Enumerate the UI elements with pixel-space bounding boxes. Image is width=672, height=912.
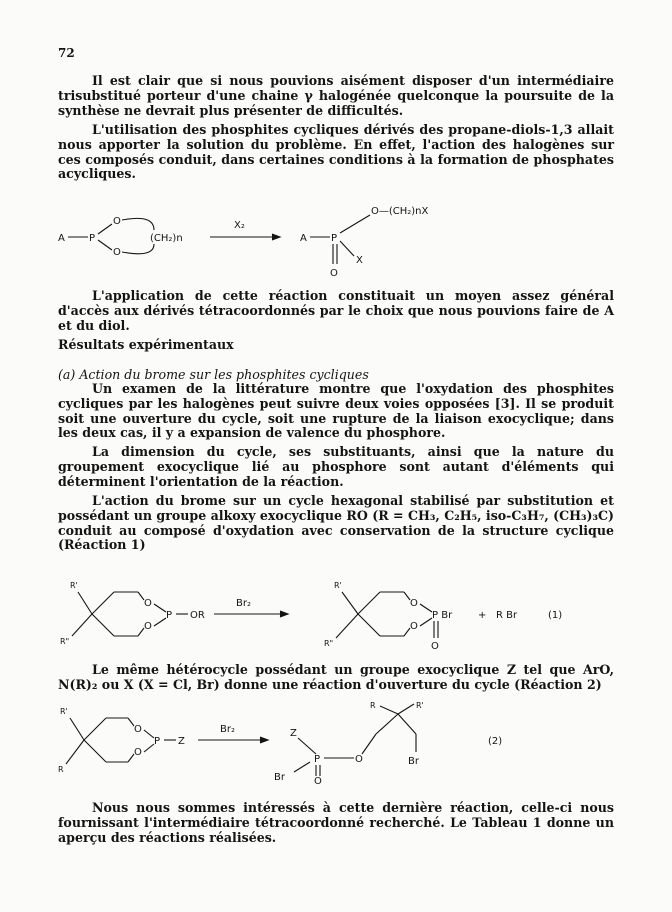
paragraph-3: L'application de cette réaction constituait un moyen assez général d'accès aux dérivés tétracoordonnés par le choix que nous pouvions faire de A et du diol. [58, 288, 614, 333]
r1-rprime-left: R' [70, 581, 78, 590]
r2-p-right: P [314, 754, 321, 765]
r1-or: OR [190, 610, 205, 621]
scheme0-o-bottom: O [113, 247, 121, 258]
paragraph-8: Nous nous sommes intéressés à cette dernière réaction, celle-ci nous fournissant l'intermédiaire tétracoordonné recherché. Le Tableau 1 donne un aperçu des réactions réalisées. [58, 800, 614, 845]
paragraph-5: La dimension du cycle, ses substituants, ainsi que la nature du groupement exocyclique lié au phosphore sont autant d'éléments qui déterminent l'orientation de la réaction. [58, 444, 614, 489]
r1-number: (1) [548, 610, 563, 621]
r2-br-chain: Br [408, 756, 419, 767]
r1-product-o-bottom: O [410, 621, 418, 632]
r2-z-left: Z [178, 736, 185, 747]
results-heading: Résultats expérimentaux [58, 337, 234, 352]
reaction-1-scheme [58, 576, 618, 652]
scheme0-ch2n-label: (CH₂)n [150, 233, 183, 244]
r2-reagent: Br₂ [220, 724, 235, 735]
paragraph-6: L'action du brome sur un cycle hexagonal stabilisé par substitution et possédant un groupe alkoxy exocyclique RO (R = CH₃, C₂H₅, iso-C₃H₇, (CH₃)₃C) conduit au composé d'oxydation avec conservation de la structure cyclique (Réaction 1) [58, 493, 614, 553]
paragraph-7: Le même hétérocycle possédant un groupe exocyclique Z tel que ArO, N(R)₂ ou X (X = Cl, Br) donne une réaction d'ouverture du cycle (Réaction 2) [58, 662, 614, 692]
scheme0-product-p: P [331, 233, 338, 244]
page-number: 72 [58, 46, 75, 60]
r2-o-ester: O [355, 754, 363, 765]
scheme0-reagent: X₂ [234, 220, 245, 231]
scheme0-o-double: O [330, 268, 338, 279]
r1-reagent: Br₂ [236, 598, 251, 609]
r2-br-p: Br [274, 772, 285, 783]
r2-rprime-left: R' [60, 707, 68, 716]
r2-p-left: P [154, 736, 161, 747]
scheme-halogen-reaction [58, 200, 618, 280]
r1-rbr: R Br [496, 610, 518, 621]
r2-rprime-right: R' [416, 701, 424, 710]
r1-rprime-right: R' [334, 581, 342, 590]
r1-rdouble-left: R" [60, 637, 70, 646]
scheme0-a-label: A [58, 233, 65, 244]
r1-o-top: O [144, 598, 152, 609]
reaction-2-scheme [58, 700, 618, 784]
scheme0-o-top: O [113, 216, 121, 227]
section-a-heading: (a) Action du brome sur les phosphites cycliques [58, 367, 369, 382]
r2-o-bottom: O [134, 747, 142, 758]
r2-r-right: R [370, 701, 376, 710]
r1-product-o-top: O [410, 598, 418, 609]
r2-number: (2) [488, 736, 503, 747]
paragraph-2: L'utilisation des phosphites cycliques dérivés des propane-diols-1,3 allait nous apporter la solution du problème. En effet, l'action des halogènes sur ces composés conduit, dans certaines conditions à la formation de phosphates acycliques. [58, 122, 614, 182]
r1-p-left: P [166, 610, 173, 621]
scheme0-x-label: X [356, 255, 363, 266]
r2-r-left: R [58, 765, 64, 774]
r2-o-top: O [134, 724, 142, 735]
r2-z-right: Z [290, 728, 297, 739]
r1-o-bottom: O [144, 621, 152, 632]
r2-o-double: O [314, 776, 322, 784]
scheme0-p-label: P [89, 233, 96, 244]
r1-rdouble-right: R" [324, 639, 334, 648]
r1-product-pbr: P Br [432, 610, 453, 621]
r1-plus: + [478, 610, 487, 621]
scheme0-product-a: A [300, 233, 307, 244]
paragraph-4: Un examen de la littérature montre que l'oxydation des phosphites cycliques par les halogènes peut suivre deux voies opposées [3]. Il se produit soit une ouverture du cycle, soit une rupture de la liaison exocyclique; dans les deux cas, il y a expansion de valence du phosphore. [58, 381, 614, 441]
r1-product-o-double: O [431, 641, 439, 652]
paragraph-1: Il est clair que si nous pouvions aisément disposer d'un intermédiaire trisubstitué porteur d'une chaine γ halogénée quelconque la poursuite de la synthèse ne devrait plus présenter de difficultés. [58, 73, 614, 118]
scheme0-o-chain: O—(CH₂)nX [371, 206, 429, 217]
